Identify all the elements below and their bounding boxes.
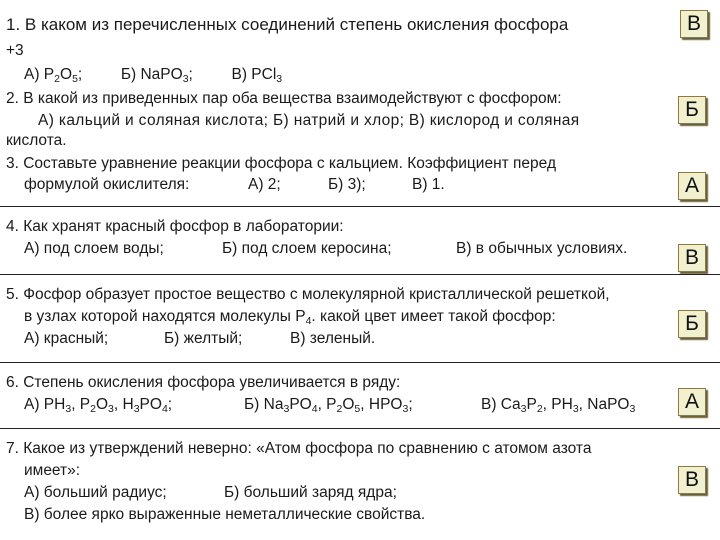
q4-option-b: Б) под слоем керосина; bbox=[222, 240, 392, 257]
q5-option-b: Б) желтый; bbox=[164, 330, 243, 347]
q7-option-b: Б) больший заряд ядра; bbox=[224, 484, 397, 501]
q5-text-cont: в узлах которой находятся молекулы $P_4$. какой цвет имеет такой фосфор: bbox=[24, 308, 556, 327]
q7-option-c: В) более ярко выраженные неметаллические свойства. bbox=[24, 506, 426, 523]
q1-option-c: В) PCl$_3$ bbox=[231, 66, 283, 85]
divider bbox=[0, 362, 720, 363]
q5-option-c: В) зеленый. bbox=[290, 330, 376, 347]
q4-option-c: В) в обычных условиях. bbox=[456, 240, 628, 257]
divider bbox=[0, 274, 720, 275]
q2-answer-badge: Б bbox=[678, 96, 706, 124]
q3-option-a: А) 2; bbox=[248, 176, 281, 193]
q3-option-b: Б) 3); bbox=[328, 176, 366, 193]
q7-text-cont: имеет»: bbox=[24, 462, 81, 479]
divider bbox=[0, 206, 720, 207]
q3-answer-badge: А bbox=[678, 172, 706, 200]
q2-text-cont: кислота. bbox=[6, 132, 67, 149]
q4-text: 4. Как хранят красный фосфор в лаборатории: bbox=[6, 218, 344, 235]
q5-text: 5. Фосфор образует простое вещество с молекулярной кристаллической решеткой, bbox=[6, 286, 610, 303]
q1-option-b: Б) NaPO$_3$; bbox=[120, 66, 193, 85]
q7-option-a: А) больший радиус; bbox=[24, 484, 167, 501]
q7-answer-badge: В bbox=[678, 466, 706, 494]
q6-answer-badge: А bbox=[678, 388, 706, 416]
q1-options bbox=[24, 66, 282, 88]
q3-text: 3. Составьте уравнение реакции фосфора с кальцием. Коэффициент перед bbox=[6, 155, 557, 172]
q4-option-a: А) под слоем воды; bbox=[24, 240, 164, 257]
q1-text-cont: +3 bbox=[6, 42, 24, 59]
q1-text: 1. В каком из перечисленных соединений степень окисления фосфора bbox=[6, 15, 569, 34]
divider bbox=[0, 428, 720, 429]
q7-text: 7. Какое из утверждений неверно: «Атом фосфора по сравнению с атомом азота bbox=[6, 440, 592, 457]
q1-answer-badge: В bbox=[680, 10, 708, 38]
q6-text: 6. Степень окисления фосфора увеличивается в ряду: bbox=[6, 374, 401, 391]
q5-answer-badge: Б bbox=[678, 310, 706, 338]
q4-answer-badge: В bbox=[678, 244, 706, 272]
q6-option-c: В) $Ca_3P_2$, $PH_3$, NaPO$_3$ bbox=[481, 396, 636, 415]
q1-option-a: А) $P_2O_5$; bbox=[24, 66, 83, 85]
q6-option-b: Б) $Na_3PO_4$, $P_2O_5$, $HPO_3$; bbox=[244, 396, 413, 415]
q2-options: А) кальций и соляная кислота; Б) натрий и хлор; В) кислород и соляная bbox=[38, 112, 580, 129]
q2-text: 2. В какой из приведенных пар оба вещества взаимодействуют с фосфором: bbox=[6, 90, 562, 107]
q6-option-a: А) $PH_3$, $P_2O_3$, $H_3PO_4$; bbox=[24, 396, 173, 415]
q5-option-a: А) красный; bbox=[24, 330, 109, 347]
q3-text-cont: формулой окислителя: bbox=[24, 176, 190, 193]
q3-option-c: В) 1. bbox=[412, 176, 445, 193]
